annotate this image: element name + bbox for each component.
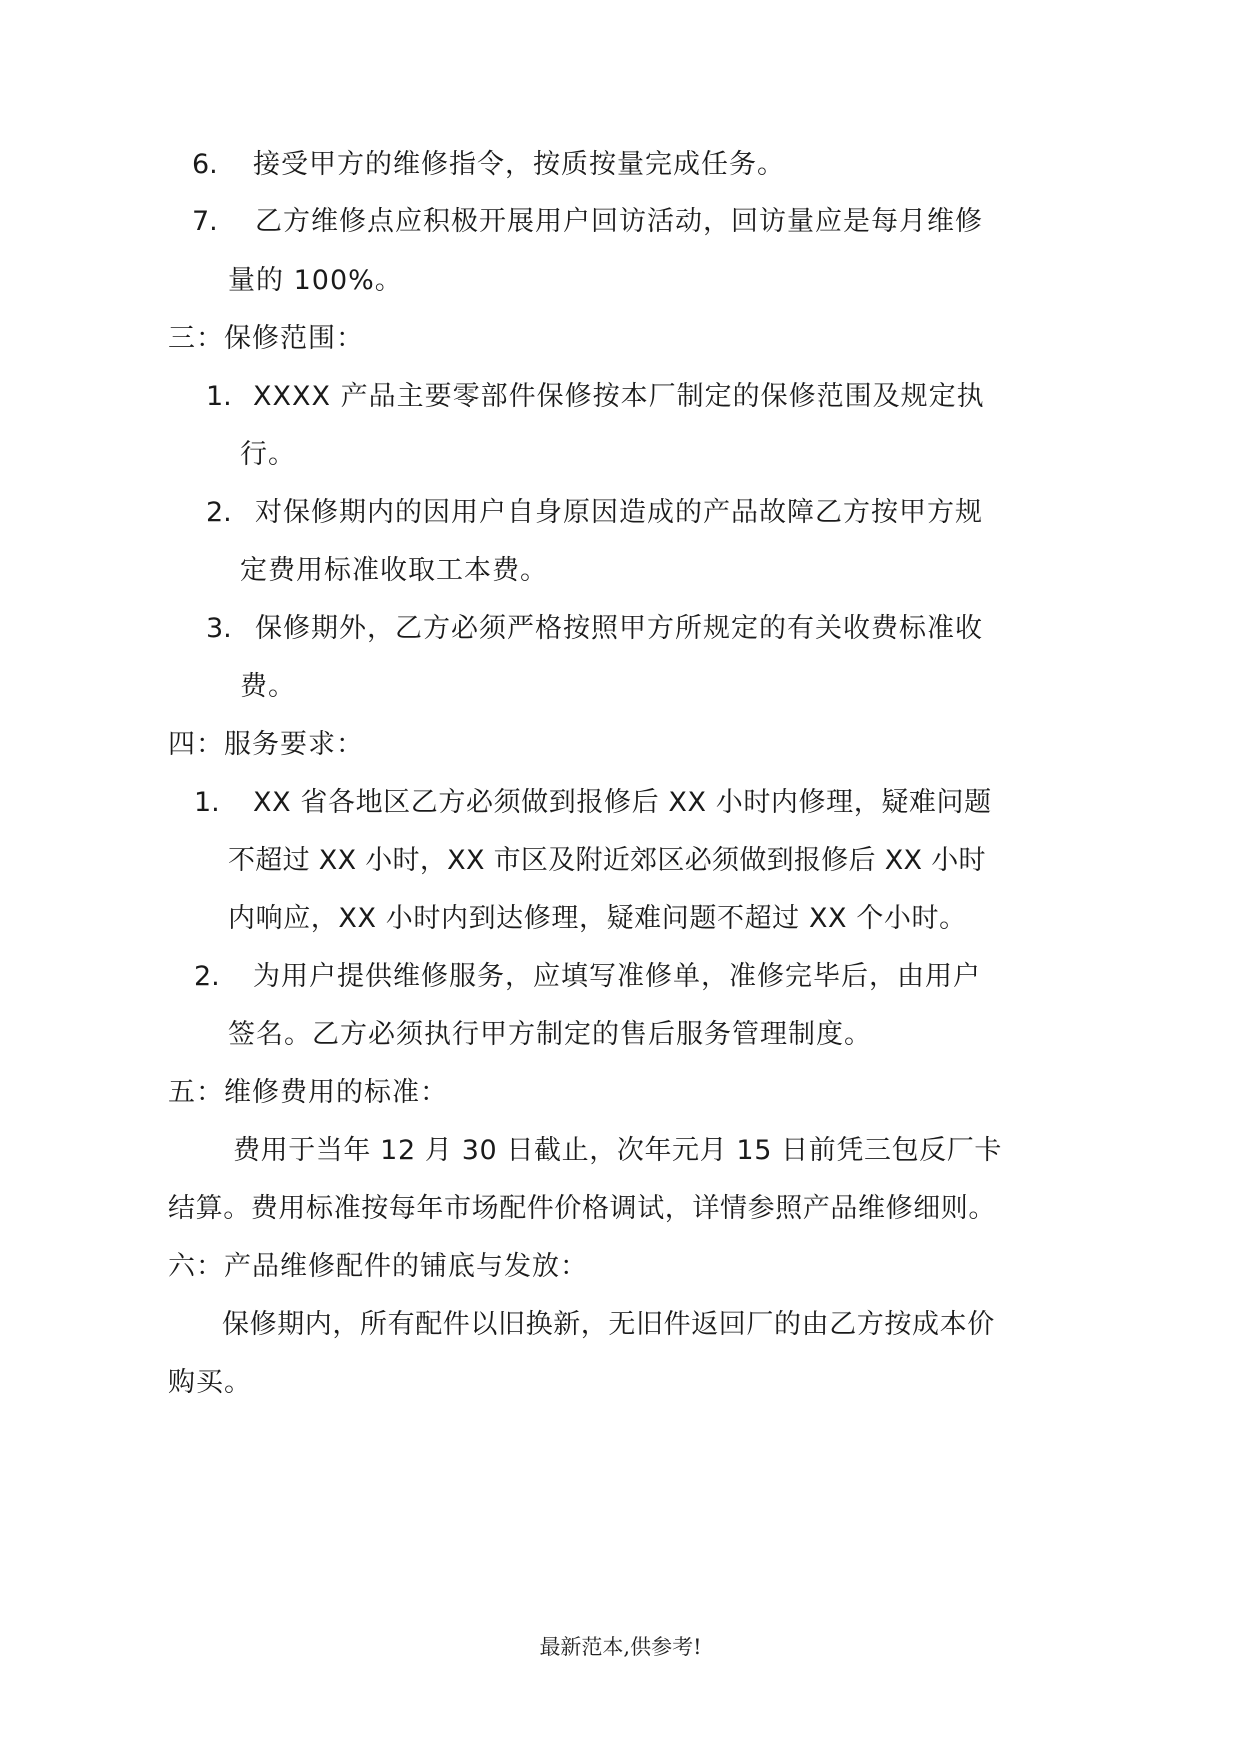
list-item-text: 不超过 XX 小时，XX 市区及附近郊区必须做到报修后 XX 小时 xyxy=(228,845,986,876)
list-item-text: 量的 100%。 xyxy=(228,265,403,296)
page-footer: 最新范本,供参考! xyxy=(539,1635,702,1659)
list-item-text: 保修期外，乙方必须严格按照甲方所规定的有关收费标准收 xyxy=(255,613,983,644)
list-item-text: 乙方维修点应积极开展用户回访活动，回访量应是每月维修 xyxy=(255,206,983,237)
list-item-text: 费。 xyxy=(240,671,296,702)
list-item-text: XXXX 产品主要零部件保修按本厂制定的保修范围及规定执 xyxy=(253,381,985,412)
section-heading: 五：维修费用的标准： xyxy=(168,1077,448,1108)
list-number: 1. xyxy=(194,787,220,818)
list-number: 2. xyxy=(206,497,232,528)
list-number: 2. xyxy=(194,961,220,992)
list-item-text: 定费用标准收取工本费。 xyxy=(240,555,548,586)
section-heading: 三：保修范围： xyxy=(168,323,364,354)
list-item-text: 为用户提供维修服务，应填写准修单，准修完毕后，由用户 xyxy=(253,961,981,992)
list-number: 1. xyxy=(206,381,232,412)
list-number: 7. xyxy=(192,206,218,237)
paragraph-text: 购买。 xyxy=(168,1367,252,1398)
paragraph-text: 费用于当年 12 月 30 日截止，次年元月 15 日前凭三包反厂卡 xyxy=(233,1135,1002,1166)
section-heading: 四：服务要求： xyxy=(168,729,364,760)
list-item-text: 内响应，XX 小时内到达修理，疑难问题不超过 XX 个小时。 xyxy=(228,903,967,934)
section-heading: 六：产品维修配件的铺底与发放： xyxy=(168,1251,588,1282)
list-item-text: 对保修期内的因用户自身原因造成的产品故障乙方按甲方规 xyxy=(255,497,983,528)
list-item-text: 接受甲方的维修指令，按质按量完成任务。 xyxy=(253,149,785,180)
list-number: 3. xyxy=(206,613,232,644)
list-item-text: 签名。乙方必须执行甲方制定的售后服务管理制度。 xyxy=(228,1019,872,1050)
paragraph-text: 保修期内，所有配件以旧换新，无旧件返回厂的由乙方按成本价 xyxy=(222,1309,995,1340)
list-item-text: XX 省各地区乙方必须做到报修后 XX 小时内修理，疑难问题 xyxy=(253,787,992,818)
list-number: 6. xyxy=(192,149,218,180)
paragraph-text: 结算。费用标准按每年市场配件价格调试，详情参照产品维修细则。 xyxy=(168,1193,996,1224)
list-item-text: 行。 xyxy=(240,439,296,470)
